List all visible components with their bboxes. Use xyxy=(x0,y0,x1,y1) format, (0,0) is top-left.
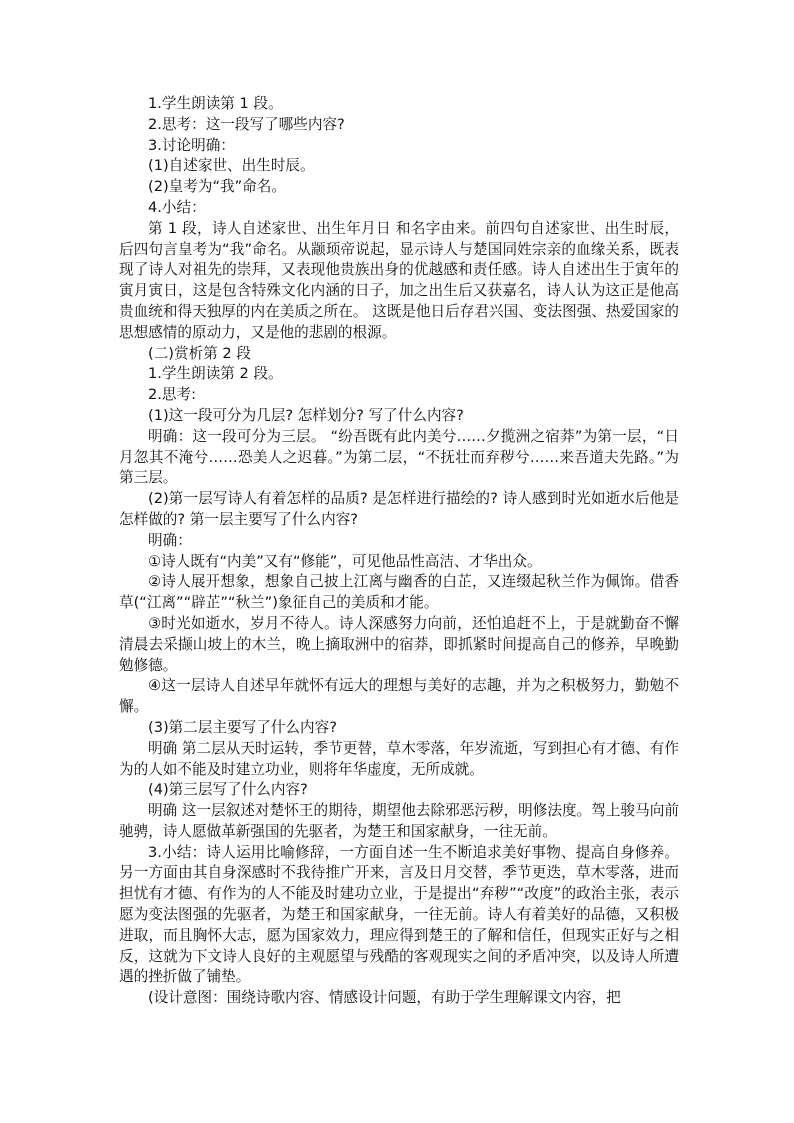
document-body xyxy=(119,94,679,1009)
step-think-2: 2.思考: xyxy=(148,386,197,404)
summary-paragraph-2: 3.小结：诗人运用比喻修辞，一方面自述一生不断追求美好事物、提高自身修养。另一方面由其自身深感时不我待推广开来，言及日月交替，季节更迭，草木零落，进而担忧有才德、有作为的人不能及时建功立业，于是提出“弃秽”“改度”的政治主张，表示愿为变法图强的先驱者，为楚王和国家献身，一往无前。诗人有着美好的品德，又积极进取，而且胸怀大志，愿为国家效力，理应得到楚王的了解和信任，但现实正好与之相反，这就为下文诗人良好的主观愿望与残酷的客观现实之间的矛盾冲突，以及诗人所遭遇的挫折做了铺垫。 xyxy=(119,843,679,986)
answer-4: 明确 这一层叙述对楚怀王的期待，期望他去除邪恶污秽，明修法度。驾上骏马向前驰骋，诗人愿做革新强国的先驱者，为楚王和国家献身，一往无前。 xyxy=(119,802,679,840)
design-intent: (设计意图：围绕诗歌内容、情感设计问题，有助于学生理解课文内容，把 xyxy=(148,989,621,1007)
question-2: (2)第一层写诗人有着怎样的品质? 是怎样进行描绘的? 诗人感到时光如逝水后他是怎样做的? 第一层主要写了什么内容? xyxy=(119,490,679,528)
point-naming: (2)皇考为“我”命名。 xyxy=(148,178,286,196)
answer-2-point-2: ②诗人展开想象，想象自己披上江离与幽香的白芷，又连缀起秋兰作为佩饰。借香草(“江离”“辟芷”“秋兰”)象征自己的美质和才能。 xyxy=(119,573,679,612)
section-heading-2: (二)赏析第 2 段 xyxy=(148,344,251,362)
step-read-paragraph-2: 1.学生朗读第 2 段。 xyxy=(148,365,283,383)
answer-2-point-4: ④这一层诗人自述早年就怀有远大的理想与美好的志趣，并为之积极努力，勤勉不懈。 xyxy=(119,677,679,716)
answer-3: 明确 第二层从天时运转，季节更替，草木零落，年岁流逝，写到担心有才德、有作为的人如不能及时建立功业，则将年华虚度，无所成就。 xyxy=(119,739,679,778)
answer-2-label: 明确： xyxy=(148,531,192,549)
question-4: (4)第三层写了什么内容? xyxy=(148,781,308,799)
point-family: (1)自述家世、出生时辰。 xyxy=(148,157,315,175)
summary-paragraph-1: 第 1 段，诗人自述家世、出生年月日 和名字由来。前四句自述家世、出生时辰，后四句言皇考为“我”命名。从颛顼帝说起，显示诗人与楚国同姓宗亲的血缘关系，既表现了诗人对祖先的崇拜，又表现他贵族出身的优越感和责任感。诗人自述出生于寅年的寅月寅日，这是包含特殊文化内涵的日子，加之出生后又获嘉名，诗人认为这正是他高贵血统和得天独厚的内在美质之所在。 这既是他日后存君兴国、变法图强、热爱国家的思想感情的原动力，又是他的悲剧的根源。 xyxy=(119,219,679,341)
answer-1: 明确：这一段可分为三层。 “纷吾既有此内美兮……夕揽洲之宿莽”为第一层，“日月忽其不淹兮……恐美人之迟暮。”为第二层，“不抚壮而弃秽兮……来吾道夫先路。”为第三层。 xyxy=(119,427,679,487)
step-read-paragraph-1: 1.学生朗读第 1 段。 xyxy=(148,95,283,112)
question-1: (1)这一段可分为几层? 怎样划分? 写了什么内容? xyxy=(148,406,464,424)
step-summary: 4.小结： xyxy=(148,198,206,216)
answer-2-point-1: ①诗人既有“内美”又有“修能”，可见他品性高洁、才华出众。 xyxy=(148,552,542,570)
step-discuss: 3.讨论明确： xyxy=(148,136,235,154)
question-3: (3)第二层主要写了什么内容? xyxy=(148,718,337,736)
answer-2-point-3: ③时光如逝水，岁月不待人。诗人深感努力向前，还怕追赶不上，于是就勤奋不懈 清晨去采撷山坡上的木兰，晚上摘取洲中的宿莽，即抓紧时间提高自己的修养，早晚勤勉修德。 xyxy=(119,614,679,674)
step-think: 2.思考：这一段写了哪些内容? xyxy=(148,115,345,133)
